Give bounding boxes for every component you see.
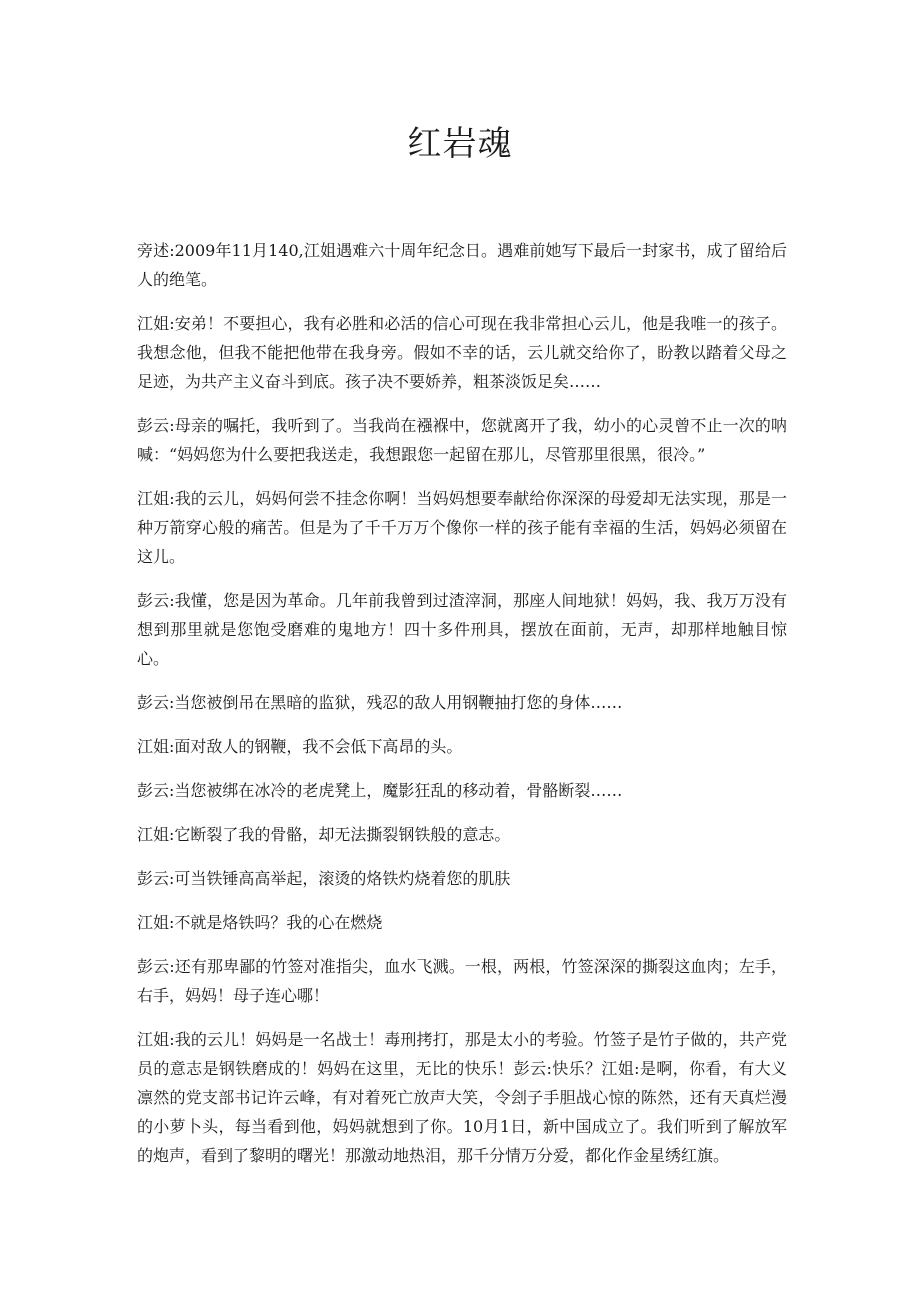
paragraph-dialogue: 彭云:当您被绑在冰冷的老虎凳上，魔影狂乱的移动着，骨骼断裂…… (137, 781, 623, 800)
document-body (137, 236, 787, 1185)
paragraph-dialogue: 彭云:我懂，您是因为革命。几年前我曾到过渣滓洞，那座人间地狱！妈妈，我、我万万没有想到那里就是您饱受磨难的鬼地方！四十多件刑具，摆放在面前，无声，却那样地触目惊心。 (137, 591, 787, 668)
paragraph-dialogue: 江姐:面对敌人的钢鞭，我不会低下高昂的头。 (137, 737, 463, 756)
paragraph-dialogue: 江姐:我的云儿，妈妈何尝不挂念你啊！当妈妈想要奉献给你深深的母爱却无法实现，那是一种万箭穿心般的痛苦。但是为了千千万万个像你一样的孩子能有幸福的生活，妈妈必须留在这儿。 (137, 489, 787, 566)
paragraph-dialogue: 江姐:我的云儿！妈妈是一名战士！毒刑拷打，那是太小的考验。竹签子是竹子做的，共产党员的意志是钢铁磨成的！妈妈在这里，无比的快乐！彭云:快乐？江姐:是啊，你看，有大义凛然的党支部书记许云峰，有对着死亡放声大笑，令刽子手胆战心惊的陈然，还有天真烂漫的小萝卜头，每当看到他，妈妈就想到了你。10月1日，新中国成立了。我们听到了解放军的炮声，看到了黎明的曙光！那激动地热泪，那千分情万分爱，都化作金星绣红旗。 (137, 1030, 787, 1165)
document-title: 红岩魂 (407, 124, 513, 164)
paragraph-dialogue: 江姐:安弟！不要担心，我有必胜和必活的信心可现在我非常担心云儿，他是我唯一的孩子。我想念他，但我不能把他带在我身旁。假如不幸的话，云儿就交给你了，盼教以踏着父母之足迹，为共产主义奋斗到底。孩子决不要娇养，粗茶淡饭足矣…… (137, 314, 787, 391)
paragraph-dialogue: 彭云:可当铁锤高高举起，滚烫的烙铁灼烧着您的肌肤 (137, 869, 511, 888)
paragraph-dialogue: 江姐:不就是烙铁吗？我的心在燃烧 (137, 913, 383, 932)
paragraph-narration: 旁述:2009年11月140,江姐遇难六十周年纪念日。遇难前她写下最后一封家书，成了留给后人的绝笔。 (137, 241, 787, 289)
paragraph-dialogue: 彭云:母亲的嘱托，我听到了。当我尚在襁褓中，您就离开了我，幼小的心灵曾不止一次的呐喊：“妈妈您为什么要把我送走，我想跟您一起留在那儿，尽管那里很黑，很冷。” (137, 416, 787, 464)
paragraph-dialogue: 彭云:还有那卑鄙的竹签对准指尖，血水飞溅。一根，两根，竹签深深的撕裂这血肉；左手，右手，妈妈！母子连心哪！ (137, 957, 787, 1005)
paragraph-dialogue: 彭云:当您被倒吊在黑暗的监狱，残忍的敌人用钢鞭抽打您的身体…… (137, 693, 623, 712)
paragraph-dialogue: 江姐:它断裂了我的骨骼，却无法撕裂钢铁般的意志。 (137, 825, 511, 844)
